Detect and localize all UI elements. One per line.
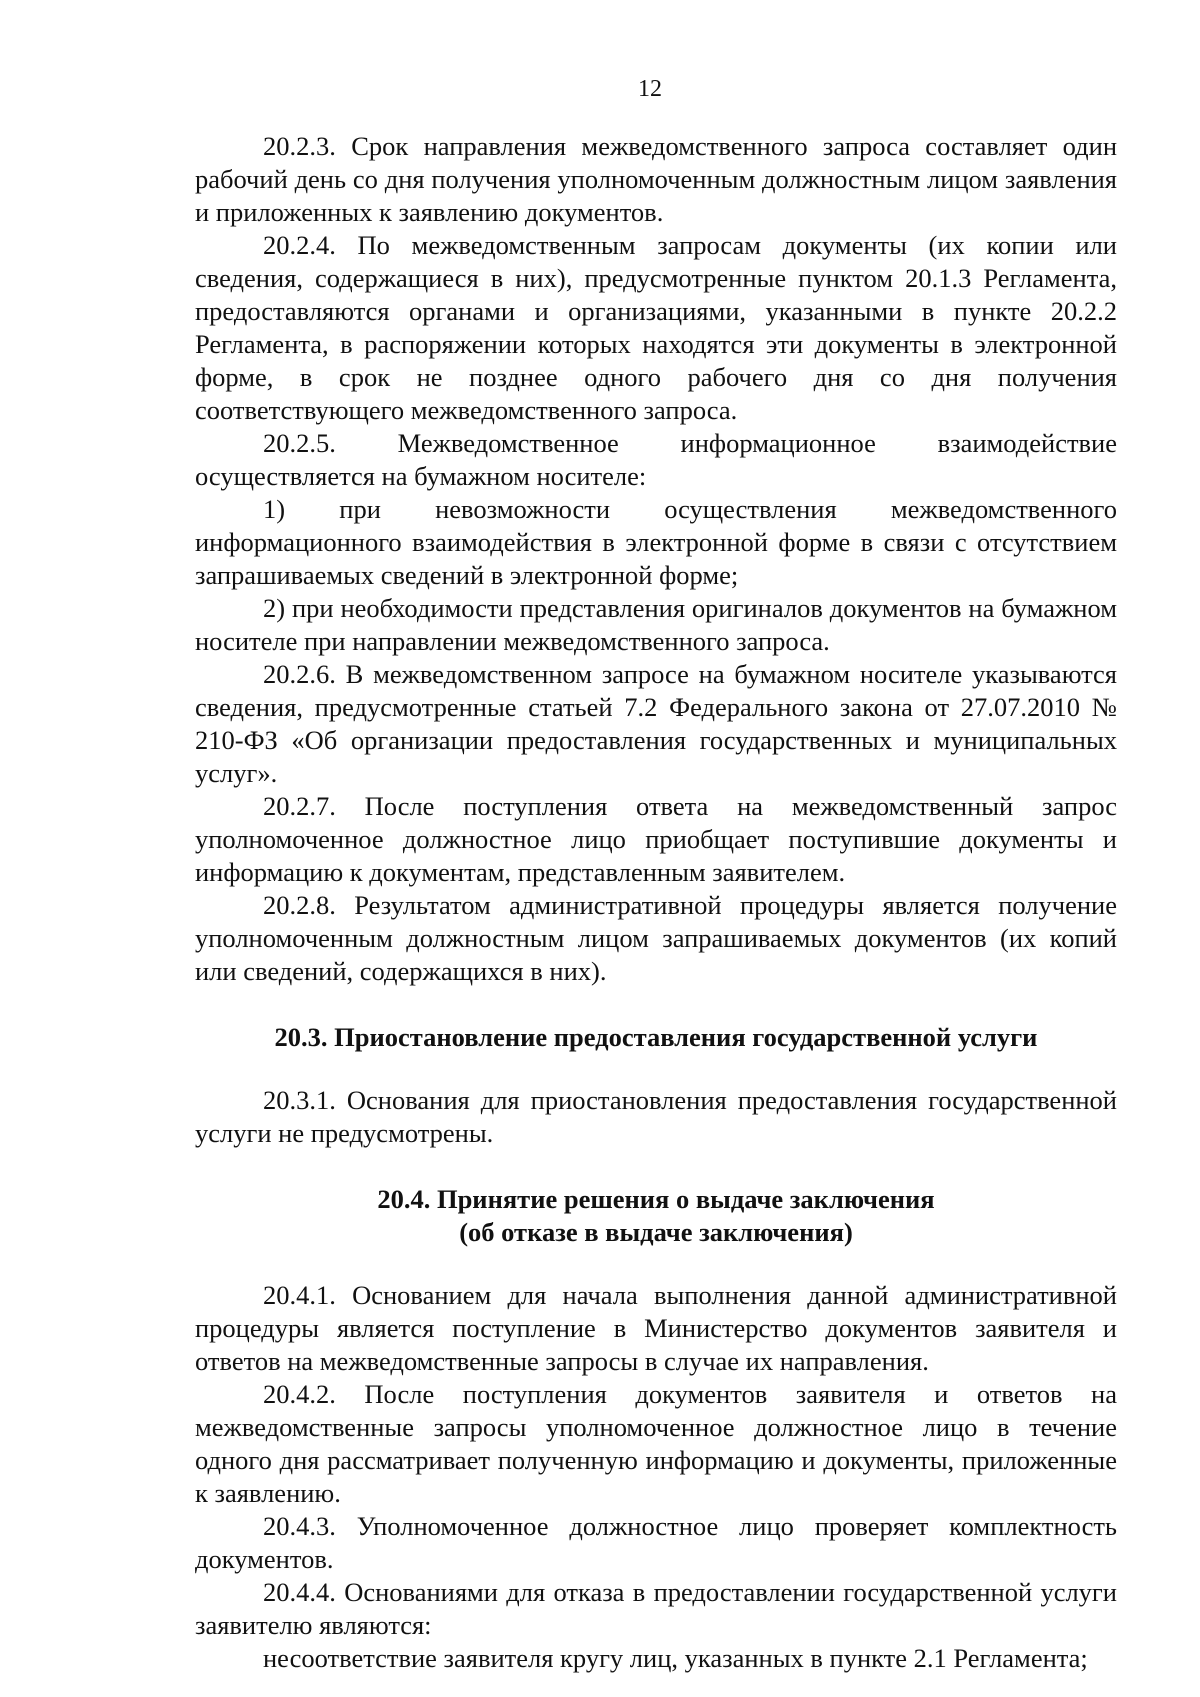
spacer (195, 988, 1117, 1021)
section-heading-20-4-line-1: 20.4. Принятие решения о выдаче заключения (377, 1184, 935, 1214)
page-number: 12 (638, 76, 662, 102)
spacer (195, 1249, 1117, 1279)
document-body (195, 130, 1117, 1675)
paragraph-20-3-1: 20.3.1. Основания для приостановления предоставления государственной услуги не предусмотрены. (195, 1085, 1117, 1148)
paragraph-20-2-4: 20.2.4. По межведомственным запросам документы (их копии или сведения, содержащиеся в них), предусмотренные пунктом 20.1.3 Регламента, предоставляются органами и организациями, указанными в пункте 20.2.2 Регламента, в распоряжении которых находятся эти документы в электронной форме, в срок не позднее одного рабочего дня со дня получения соответствующего межведомственного запроса. (195, 230, 1117, 425)
paragraph-20-2-8: 20.2.8. Результатом административной процедуры является получение уполномоченным должностным лицом запрашиваемых документов (их копий или сведений, содержащихся в них). (195, 890, 1117, 986)
paragraph-20-4-1: 20.4.1. Основанием для начала выполнения данной административной процедуры является поступление в Министерство документов заявителя и ответов на межведомственные запросы в случае их направления. (195, 1280, 1117, 1376)
spacer (195, 1150, 1117, 1183)
paragraph-20-2-6: 20.2.6. В межведомственном запросе на бумажном носителе указываются сведения, предусмотренные статьей 7.2 Федерального закона от 27.07.2010 № 210-ФЗ «Об организации предоставления государственных и муниципальных услуг». (195, 659, 1117, 788)
paragraph-20-4-4: 20.4.4. Основаниями для отказа в предоставлении государственной услуги заявителю являются: (195, 1577, 1117, 1640)
paragraph-20-2-5: 20.2.5. Межведомственное информационное взаимодействие осуществляется на бумажном носителе: (195, 428, 1117, 491)
paragraph-20-4-3: 20.4.3. Уполномоченное должностное лицо проверяет комплектность документов. (195, 1511, 1117, 1574)
list-item-nonconformity: несоответствие заявителя кругу лиц, указанных в пункте 2.1 Регламента; (263, 1643, 1088, 1673)
section-heading-20-3: 20.3. Приостановление предоставления государственной услуги (274, 1022, 1038, 1052)
section-heading-20-4-line-2: (об отказе в выдаче заключения) (459, 1217, 853, 1247)
spacer (195, 1054, 1117, 1084)
paragraph-20-2-7: 20.2.7. После поступления ответа на межведомственный запрос уполномоченное должностное лицо приобщает поступившие документы и информацию к документам, представленным заявителем. (195, 791, 1117, 887)
paragraph-20-2-3: 20.2.3. Срок направления межведомственного запроса составляет один рабочий день со дня получения уполномоченным должностным лицом заявления и приложенных к заявлению документов. (195, 131, 1117, 227)
list-item-1: 1) при невозможности осуществления межведомственного информационного взаимодействия в электронной форме в связи с отсутствием запрашиваемых сведений в электронной форме; (195, 494, 1117, 590)
paragraph-20-4-2: 20.4.2. После поступления документов заявителя и ответов на межведомственные запросы уполномоченное должностное лицо в течение одного дня рассматривает полученную информацию и документы, приложенные к заявлению. (195, 1379, 1117, 1508)
list-item-2: 2) при необходимости представления оригиналов документов на бумажном носителе при направлении межведомственного запроса. (195, 593, 1117, 656)
